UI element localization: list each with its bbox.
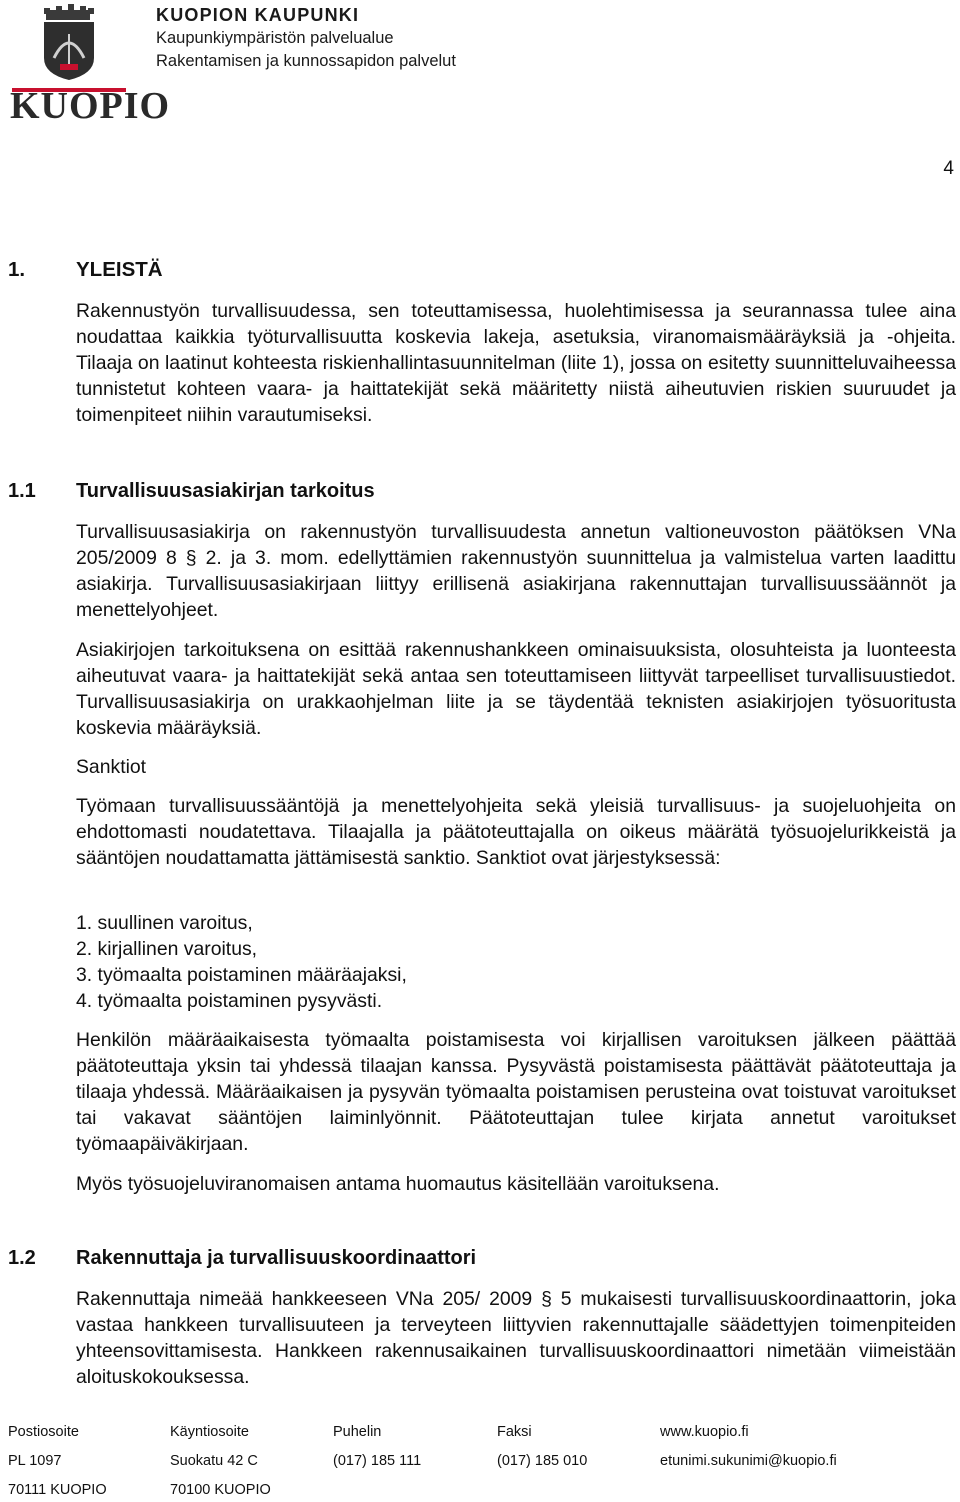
footer-value: 70100 KUOPIO [170, 1482, 271, 1498]
footer-email-link[interactable]: etunimi.sukunimi@kuopio.fi [660, 1453, 837, 1469]
footer-website-link[interactable]: www.kuopio.fi [660, 1424, 749, 1440]
footer-value: Suokatu 42 C [170, 1453, 258, 1469]
section1-1-paragraph-1: Turvallisuusasiakirja on rakennustyön turvallisuudesta annetun valtioneuvoston päätöksen VNa 205/2009 8 § 2. ja 3. mom. edellyttämien rakennustyön suunnittelua ja valmistelua varten laadittu asiakirja. Turvallisuusasiakirjaan liittyy erillisenä asiakirjana rakennuttajan turvallisuussäännöt ja menettelyohjeet. [76, 521, 956, 621]
section-title: YLEISTÄ [76, 258, 163, 281]
section-number: 1. [8, 258, 26, 281]
footer-labels-row [0, 1424, 960, 1444]
footer-label: Käyntiosoite [170, 1424, 249, 1440]
section1-paragraph: Rakennustyön turvallisuudessa, sen toteuttamisessa, huolehtimisessa ja seurannassa tulee aina noudattaa kaikkia työturvallisuutta koskevia lakeja, asetuksia, viranomaismääräyksiä ja -ohjeita. Tilaaja on laatinut kohteesta riskienhallintasuunnitelman (liite 1), jossa on esitetty suunnitteluvaiheessa tunnistetut kohteen vaara- ja haittatekijät sekä määritetty niistä aiheutuvien riskien suuruudet ja toimenpiteet niihin varautumiseksi. [76, 300, 956, 426]
footer-value: PL 1097 [8, 1453, 62, 1469]
footer-label: Postiosoite [8, 1424, 79, 1440]
list-item: 1. suullinen varoitus, [76, 912, 253, 934]
section1-1-paragraph-4: Henkilön määräaikaisesta työmaalta poistamisesta voi kirjallisen varoituksen jälkeen päättää päätoteuttaja yksin tai yhdessä tilaajan kanssa. Pysyvästä poistamisesta päättävät päätoteuttaja ja tilaaja yhdessä. Määräaikaisen ja pysyvän työmaalta poistamisen perusteina ovat toistuvat varoitukset tai vakavat sääntöjen laiminlyönnit. Päätoteuttajan tulee kirjata annetut varoitukset työmaapäiväkirjaan. [76, 1029, 956, 1155]
footer-label: Faksi [497, 1424, 532, 1440]
footer-values-row [0, 1453, 960, 1473]
org-name: KUOPION KAUPUNKI [156, 5, 360, 25]
list-item: 4. työmaalta poistaminen pysyvästi. [76, 990, 383, 1012]
sanction-list [76, 910, 407, 1014]
section-number: 1.2 [8, 1247, 36, 1269]
footer-postal-row [0, 1482, 960, 1502]
org-department: Kaupunkiympäristön palvelualue [156, 29, 394, 47]
section1-1-paragraph-2: Asiakirjojen tarkoituksena on esittää rakennushankkeen ominaisuuksista, olosuhteista ja luonteesta aiheutuvat vaara- ja haittatekijät sekä antaa sen toteuttamiseen liittyvät tarpeelliset turvallisuustiedot. Turvallisuusasiakirja on urakkaohjelman liite ja se täydentää teknisten asiakirjojen työsuoritusta koskevia määräyksiä. [76, 639, 956, 739]
section-heading-1-2 [8, 1247, 476, 1270]
page-number: 4 [943, 158, 954, 179]
footer-value: (017) 185 010 [497, 1453, 588, 1469]
section1-2-paragraph: Rakennuttaja nimeää hankkeeseen VNa 205/ 2009 § 5 mukaisesti turvallisuuskoordinaattorin, joka vastaa hankkeen turvallisuuteen ja terveyteen liittyvien rakennuttajalle säädettyjen toimenpiteiden yhteensovittamisesta. Hankkeen rakennusaikainen turvallisuuskoordinaattori nimetään viimeistään aloituskokouksessa. [76, 1288, 956, 1388]
footer-value: 70111 KUOPIO [8, 1482, 107, 1498]
list-item: 3. työmaalta poistaminen määräajaksi, [76, 964, 407, 986]
section-heading-1 [8, 258, 163, 282]
kuopio-logo [8, 4, 171, 127]
logo-wordmark: KUOPIO [10, 85, 171, 127]
section1-1-paragraph-5: Myös työsuojeluviranomaisen antama huomautus käsitellään varoituksena. [76, 1173, 720, 1195]
organization-block [156, 4, 456, 73]
list-item: 2. kirjallinen varoitus, [76, 938, 258, 960]
footer-value: (017) 185 111 [333, 1453, 422, 1469]
section-number: 1.1 [8, 480, 36, 502]
footer-label: Puhelin [333, 1424, 382, 1440]
section-heading-1-1 [8, 480, 375, 503]
section-title: Rakennuttaja ja turvallisuuskoordinaattori [76, 1247, 477, 1269]
section1-1-paragraph-3: Työmaan turvallisuussääntöjä ja menettelyohjeita sekä yleisiä turvallisuus- ja suojeluohjeita on ehdottomasti noudatettava. Tilaajalla ja päätoteuttajalla on oikeus määrätä työsuojelurikkeistä ja sääntöjen noudattamatta jättämisestä sanktio. Sanktiot ovat järjestyksessä: [76, 795, 956, 869]
org-unit: Rakentamisen ja kunnossapidon palvelut [156, 52, 456, 70]
section-title: Turvallisuusasiakirjan tarkoitus [76, 480, 375, 502]
subheading-sanktiot: Sanktiot [76, 756, 147, 778]
